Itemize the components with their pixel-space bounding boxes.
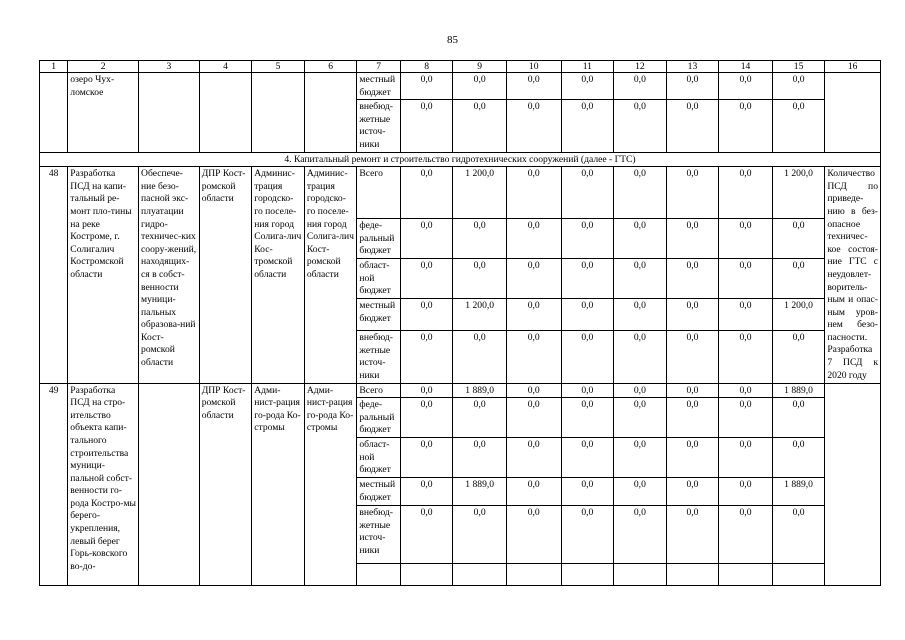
amount-cell: 0,0	[614, 437, 667, 477]
amount-cell: 0,0	[561, 398, 614, 438]
amount-cell: 0,0	[666, 100, 719, 152]
amount-cell: 0,0	[506, 167, 561, 219]
amount-cell: 0,0	[666, 477, 719, 505]
amount-cell: 0,0	[506, 259, 561, 299]
amount-cell: 0,0	[453, 219, 507, 259]
column-header: 14	[719, 61, 773, 73]
amount-cell: 0,0	[506, 331, 561, 383]
section-title: 4. Капитальный ремонт и строительство гидротехнических сооружений (далее - ГТС)	[40, 152, 881, 167]
table-row	[40, 167, 881, 219]
amount-cell: 0,0	[453, 331, 507, 383]
amount-cell: 1 200,0	[772, 167, 825, 219]
amount-cell: 0,0	[400, 437, 453, 477]
amount-cell: 0,0	[561, 299, 614, 331]
amount-cell: 0,0	[666, 505, 719, 563]
table-cell	[719, 563, 773, 585]
row-number	[40, 73, 68, 153]
amount-cell: 0,0	[666, 219, 719, 259]
amount-cell: 0,0	[719, 219, 773, 259]
table-cell	[252, 73, 305, 153]
table-cell	[666, 563, 719, 585]
amount-cell: 0,0	[719, 331, 773, 383]
amount-cell: 0,0	[666, 331, 719, 383]
column-header: 16	[825, 61, 881, 73]
amount-cell: 0,0	[506, 100, 561, 152]
amount-cell: 0,0	[614, 383, 667, 398]
amount-cell: 0,0	[772, 73, 825, 100]
funding-source: Всего	[357, 167, 400, 219]
table-cell	[199, 73, 252, 153]
amount-cell: 0,0	[666, 73, 719, 100]
column-header: 8	[400, 61, 453, 73]
funding-source: Всего	[357, 383, 400, 398]
column-header: 2	[68, 61, 139, 73]
column-header: 6	[304, 61, 357, 73]
table-cell	[614, 563, 667, 585]
amount-cell: 0,0	[400, 477, 453, 505]
amount-cell: 0,0	[561, 100, 614, 152]
amount-cell: 0,0	[506, 219, 561, 259]
funding-source: местный бюджет	[357, 477, 400, 505]
amount-cell: 0,0	[400, 73, 453, 100]
amount-cell: 0,0	[561, 477, 614, 505]
table-cell	[561, 563, 614, 585]
amount-cell: 0,0	[614, 477, 667, 505]
column-header: 5	[252, 61, 305, 73]
amount-cell: 0,0	[614, 167, 667, 219]
amount-cell: 0,0	[772, 437, 825, 477]
amount-cell: 0,0	[614, 299, 667, 331]
amount-cell: 0,0	[719, 73, 773, 100]
goal-text	[139, 383, 200, 585]
amount-cell: 0,0	[719, 477, 773, 505]
amount-cell: 0,0	[719, 398, 773, 438]
amount-cell: 0,0	[400, 331, 453, 383]
row-number: 48	[40, 167, 68, 383]
funding-source: местный бюджет	[357, 73, 400, 100]
amount-cell: 0,0	[666, 299, 719, 331]
column-header: 10	[506, 61, 561, 73]
object-name: Разработка ПСД на капи-тальный ре-монт пло-тины на реке Костроме, г. Солигалич Костромской области	[68, 167, 139, 383]
amount-cell: 0,0	[561, 331, 614, 383]
column-header: 11	[561, 61, 614, 73]
table-cell	[139, 73, 200, 153]
funding-source: феде-ральный бюджет	[357, 398, 400, 438]
amount-cell: 0,0	[561, 73, 614, 100]
amount-cell: 0,0	[666, 259, 719, 299]
funding-source: област-ной бюджет	[357, 437, 400, 477]
customer-text: ДПР Кост-ромской области	[199, 383, 252, 585]
amount-cell: 1 200,0	[453, 167, 507, 219]
table-cell	[825, 73, 881, 153]
amount-cell: 0,0	[666, 437, 719, 477]
amount-cell: 0,0	[772, 331, 825, 383]
amount-cell: 0,0	[614, 505, 667, 563]
amount-cell: 0,0	[719, 437, 773, 477]
program-table	[39, 60, 881, 586]
column-header: 15	[772, 61, 825, 73]
executor-text: Админис-трация городско-го поселе-ния город Солига-лич Кос-тромской области	[252, 167, 305, 383]
funding-source: внебюд-жетные источ-ники	[357, 331, 400, 383]
amount-cell: 0,0	[506, 505, 561, 563]
column-header: 1	[40, 61, 68, 73]
amount-cell: 0,0	[561, 383, 614, 398]
amount-cell: 0,0	[561, 219, 614, 259]
funding-source: област-ной бюджет	[357, 259, 400, 299]
amount-cell: 0,0	[772, 219, 825, 259]
amount-cell: 0,0	[561, 259, 614, 299]
amount-cell: 0,0	[506, 73, 561, 100]
table-row	[40, 61, 881, 73]
amount-cell: 0,0	[506, 477, 561, 505]
amount-cell: 0,0	[453, 505, 507, 563]
indicator-text	[825, 383, 881, 585]
amount-cell: 0,0	[561, 505, 614, 563]
column-header: 4	[199, 61, 252, 73]
amount-cell: 1 889,0	[772, 477, 825, 505]
amount-cell: 0,0	[614, 259, 667, 299]
table-cell	[400, 563, 453, 585]
amount-cell: 0,0	[614, 100, 667, 152]
table-cell	[357, 563, 400, 585]
amount-cell: 1 889,0	[453, 383, 507, 398]
amount-cell: 0,0	[772, 100, 825, 152]
amount-cell: 0,0	[719, 383, 773, 398]
amount-cell: 1 889,0	[453, 477, 507, 505]
executor-text: Админис-трация городско-го поселе-ния город Солига-лич Кост-ромской области	[304, 167, 357, 383]
amount-cell: 0,0	[453, 100, 507, 152]
amount-cell: 0,0	[719, 259, 773, 299]
column-header: 7	[357, 61, 400, 73]
amount-cell: 0,0	[719, 505, 773, 563]
amount-cell: 0,0	[614, 219, 667, 259]
executor-text: Адми-нист-рация го-рода Ко-стромы	[252, 383, 305, 585]
funding-source: внебюд-жетные источ-ники	[357, 505, 400, 563]
amount-cell: 1 200,0	[453, 299, 507, 331]
funding-source: местный бюджет	[357, 299, 400, 331]
amount-cell: 0,0	[772, 398, 825, 438]
amount-cell: 0,0	[666, 383, 719, 398]
customer-text: ДПР Кост-ромской области	[199, 167, 252, 383]
amount-cell: 0,0	[400, 299, 453, 331]
amount-cell: 0,0	[614, 331, 667, 383]
amount-cell: 0,0	[666, 167, 719, 219]
amount-cell: 0,0	[506, 383, 561, 398]
column-header: 13	[666, 61, 719, 73]
amount-cell: 0,0	[400, 383, 453, 398]
amount-cell: 0,0	[400, 219, 453, 259]
amount-cell: 0,0	[772, 505, 825, 563]
amount-cell: 0,0	[719, 167, 773, 219]
amount-cell: 1 200,0	[772, 299, 825, 331]
object-name: озеро Чух-ломское	[68, 73, 139, 153]
amount-cell: 0,0	[614, 398, 667, 438]
amount-cell: 0,0	[666, 398, 719, 438]
column-header: 9	[453, 61, 507, 73]
amount-cell: 0,0	[506, 299, 561, 331]
page-number: 85	[447, 34, 458, 46]
amount-cell: 0,0	[772, 259, 825, 299]
amount-cell: 0,0	[614, 73, 667, 100]
table-row	[40, 152, 881, 167]
table-cell	[772, 563, 825, 585]
funding-source: внебюд-жетные источ-ники	[357, 100, 400, 152]
amount-cell: 0,0	[561, 167, 614, 219]
amount-cell: 0,0	[453, 259, 507, 299]
amount-cell: 0,0	[400, 505, 453, 563]
amount-cell: 0,0	[719, 100, 773, 152]
table-cell	[304, 73, 357, 153]
table-cell	[453, 563, 507, 585]
amount-cell: 0,0	[453, 437, 507, 477]
object-name: Разработка ПСД на стро-ительство объекта капи-тального строительства муници-пальной собст-венности го-рода Костро-мы берего-укрепления, левый берег Горь-ковского во-до-	[68, 383, 139, 585]
funding-source: феде-ральный бюджет	[357, 219, 400, 259]
table-row	[40, 383, 881, 398]
amount-cell: 0,0	[453, 398, 507, 438]
goal-text: Обеспече-ние безо-пасной экс-плуатации гидро-техничес-ких соору-жений, находящих-ся в собст-венности муници-пальных образова-ний Кост-ромской области	[139, 167, 200, 383]
amount-cell: 1 889,0	[772, 383, 825, 398]
table-row	[40, 73, 881, 100]
amount-cell: 0,0	[400, 167, 453, 219]
amount-cell: 0,0	[400, 100, 453, 152]
amount-cell: 0,0	[400, 259, 453, 299]
amount-cell: 0,0	[506, 398, 561, 438]
indicator-text: Количество ПСД по приведе-нию в без-опасное техничес-кое состоя-ние ГТС с неудовлет-воритель-ным и опас-ным уров-нем безо-пасности. Разработка 7 ПСД к 2020 году	[825, 167, 881, 383]
column-header: 3	[139, 61, 200, 73]
table-cell	[506, 563, 561, 585]
amount-cell: 0,0	[719, 299, 773, 331]
amount-cell: 0,0	[400, 398, 453, 438]
column-header: 12	[614, 61, 667, 73]
amount-cell: 0,0	[453, 73, 507, 100]
row-number: 49	[40, 383, 68, 585]
amount-cell: 0,0	[561, 437, 614, 477]
executor-text: Адми-нист-рация го-рода Ко-стромы	[304, 383, 357, 585]
amount-cell: 0,0	[506, 437, 561, 477]
